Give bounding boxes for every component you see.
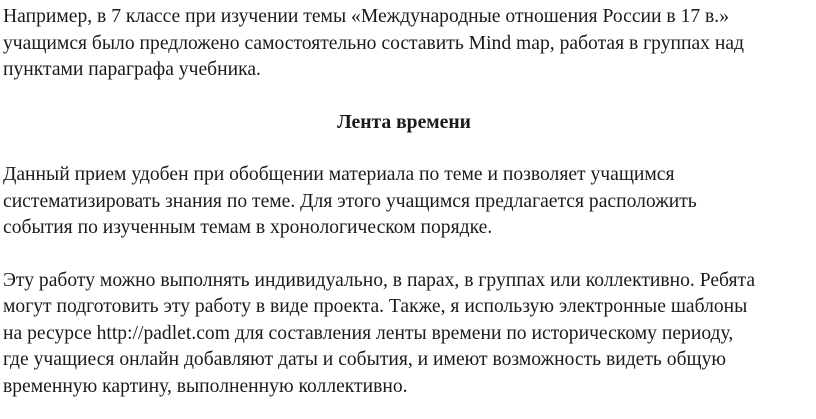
text-line: учащимся было предложено самостоятельно составить Mind map, работая в группах над	[3, 32, 745, 54]
text-line: на ресурсе http://padlet.com для составления ленты времени по историческому периоду,	[3, 322, 734, 344]
text-line: Данный прием удобен при обобщении материала по теме и позволяет учащимся	[3, 164, 675, 185]
paragraph-spacer	[3, 136, 813, 162]
text-line: Эту работу можно выполнять индивидуально, в парах, в группах или коллективно. Ребята	[3, 269, 756, 291]
text-line: пунктами параграфа учебника.	[3, 59, 261, 80]
text-line: временную картину, выполненную коллективно.	[3, 375, 408, 397]
method-paragraph	[3, 162, 813, 242]
intro-paragraph	[3, 4, 813, 84]
text-line: где учащиеся онлайн добавляют даты и события, и имеют возможность видеть общую	[3, 349, 727, 370]
text-line: Например, в 7 классе при изучении темы «Международные отношения России в 17 в.»	[3, 6, 730, 27]
text-line: систематизировать знания по теме. Для этого учащимся предлагается расположить	[3, 190, 697, 212]
paragraph-spacer	[3, 242, 813, 268]
paragraph-spacer	[3, 84, 813, 110]
text-line: события по изученным темам в хронологическом порядке.	[3, 217, 493, 238]
text-line: могут подготовить эту работу в виде проекта. Также, я использую электронные шаблоны	[3, 296, 748, 317]
section-heading: Лента времени	[337, 111, 471, 133]
work-paragraph	[3, 268, 813, 401]
document-body	[3, 4, 813, 400]
